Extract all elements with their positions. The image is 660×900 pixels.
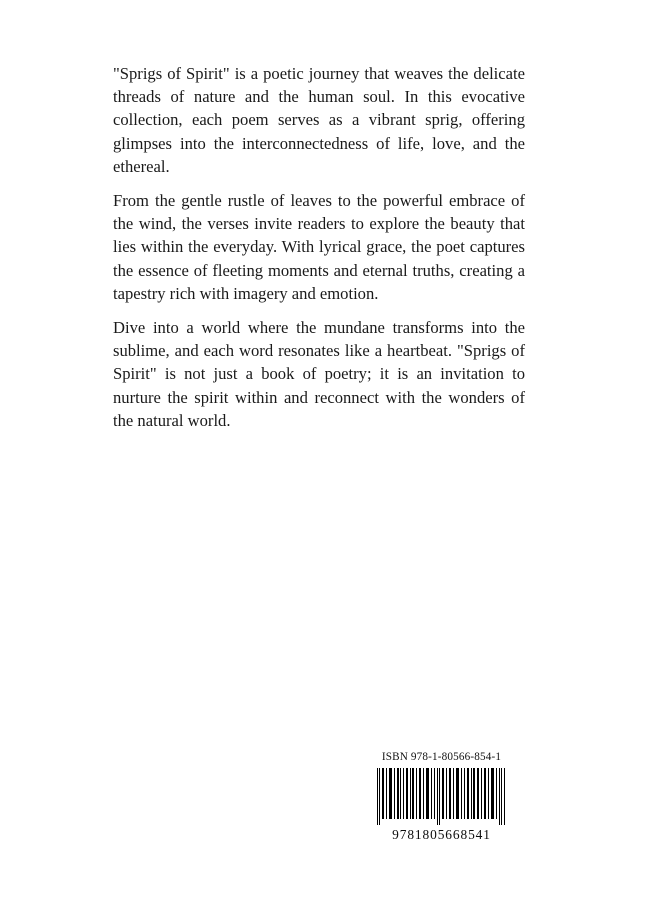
barcode-bar	[419, 768, 421, 819]
barcode-bar	[377, 768, 378, 825]
barcode-bar	[484, 768, 486, 819]
barcode-bar	[406, 768, 408, 819]
barcode-bar	[394, 768, 395, 819]
barcode-bar	[423, 768, 424, 819]
barcode-bar	[434, 768, 435, 819]
barcode-bar	[496, 768, 497, 819]
barcode-bar	[464, 768, 465, 819]
barcode-bar	[481, 768, 482, 819]
barcode-bar	[453, 768, 454, 819]
barcode-bar	[379, 768, 380, 825]
barcode-bar	[467, 768, 469, 819]
blurb-paragraph-2: From the gentle rustle of leaves to the powerful embrace of the wind, the verses invite readers to explore the beauty that lies within the everyday. With lyrical grace, the poet captures the essence of fleeting moments and eternal truths, creating a tapestry rich with imagery and emotion.	[113, 191, 525, 303]
barcode-bar	[471, 768, 472, 819]
isbn-label: ISBN 978-1-80566-854-1	[381, 751, 502, 763]
blurb-text-block	[113, 62, 525, 432]
barcode-bar	[461, 768, 462, 819]
barcode-bar	[477, 768, 479, 819]
barcode-bar	[473, 768, 475, 819]
barcode-bar	[437, 768, 438, 825]
barcode-digits: 9781805668541	[392, 827, 491, 842]
barcode-bar	[446, 768, 447, 819]
blurb-paragraph-3: Dive into a world where the mundane transforms into the sublime, and each word resonates like a heartbeat. "Sprigs of Spirit" is not just a book of poetry; it is an invitation to nurture the spirit within and reconnect with the wonders of the natural world.	[113, 318, 525, 430]
barcode-bar	[426, 768, 429, 819]
barcode-bar	[456, 768, 459, 819]
barcode-bar	[412, 768, 414, 819]
barcode-bar	[449, 768, 451, 819]
barcode-bar	[410, 768, 411, 819]
barcode-bar	[389, 768, 392, 819]
isbn-barcode-block	[377, 750, 506, 843]
barcode-bar	[501, 768, 502, 825]
barcode-bar	[488, 768, 489, 819]
barcode-bar	[400, 768, 401, 819]
barcode-bar	[382, 768, 384, 819]
barcode-bar	[431, 768, 432, 819]
barcode-bar	[499, 768, 500, 825]
blurb-paragraph-1: "Sprigs of Spirit" is a poetic journey that weaves the delicate threads of nature and the human soul. In this evocative collection, each poem serves as a vibrant sprig, offering glimpses into the interconnectedness of life, love, and the ethereal.	[113, 64, 525, 176]
barcode-image	[377, 768, 506, 825]
barcode-bar	[397, 768, 399, 819]
barcode-bar	[416, 768, 417, 819]
barcode-bar	[491, 768, 494, 819]
barcode-bar	[386, 768, 387, 819]
barcode-bar	[403, 768, 404, 819]
barcode-bar	[442, 768, 444, 819]
barcode-bar	[439, 768, 440, 825]
barcode-bar	[504, 768, 505, 825]
